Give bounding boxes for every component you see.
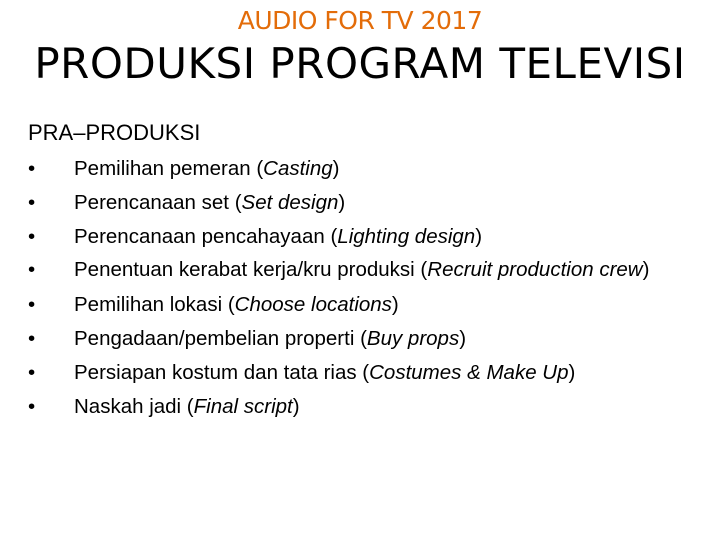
bullet-icon: • [28,293,36,316]
list-item [28,322,688,356]
bullet-icon: • [28,395,36,418]
item-text: Persiapan kostum dan tata rias ( [74,361,370,384]
item-text: Pemilihan lokasi ( [74,293,235,316]
item-term: Set design [241,191,339,214]
item-term: Final script [193,395,293,418]
list-item [28,254,688,285]
item-term: Casting [263,157,333,180]
item-text: Perencanaan pencahayaan ( [74,225,338,248]
item-close: ) [338,191,346,214]
bullet-list [28,152,688,424]
list-item [28,288,688,322]
item-term: Lighting design [337,225,476,248]
list-item [28,152,688,186]
item-text: Pemilihan pemeran ( [74,157,264,180]
item-close: ) [459,327,467,350]
list-item [28,220,688,254]
item-close: ) [568,361,576,384]
item-term: Buy props [366,327,460,350]
bullet-icon: • [28,157,36,180]
list-item [28,390,688,424]
bullet-icon: • [28,327,36,350]
list-item [28,186,688,220]
item-close: ) [475,225,483,248]
item-text: Penentuan kerabat kerja/kru produksi ( [74,258,428,281]
list-item [28,356,688,390]
bullet-icon: • [28,361,36,384]
slide-title: PRODUKSI PROGRAM TELEVISI [34,39,686,88]
item-close: ) [642,258,650,281]
item-term: Recruit production crew [427,258,643,281]
item-text: Pengadaan/pembelian properti ( [74,327,367,350]
item-close: ) [292,395,300,418]
item-term: Costumes & Make Up [369,361,569,384]
item-text: Perencanaan set ( [74,191,242,214]
bullet-icon: • [28,191,36,214]
item-term: Choose locations [234,293,392,316]
slide-supertitle: AUDIO FOR TV 2017 [237,6,483,35]
bullet-icon: • [28,225,36,248]
item-close: ) [391,293,399,316]
item-close: ) [332,157,340,180]
section-heading: PRA–PRODUKSI [28,120,201,145]
item-text: Naskah jadi ( [74,395,194,418]
bullet-icon: • [28,258,36,281]
